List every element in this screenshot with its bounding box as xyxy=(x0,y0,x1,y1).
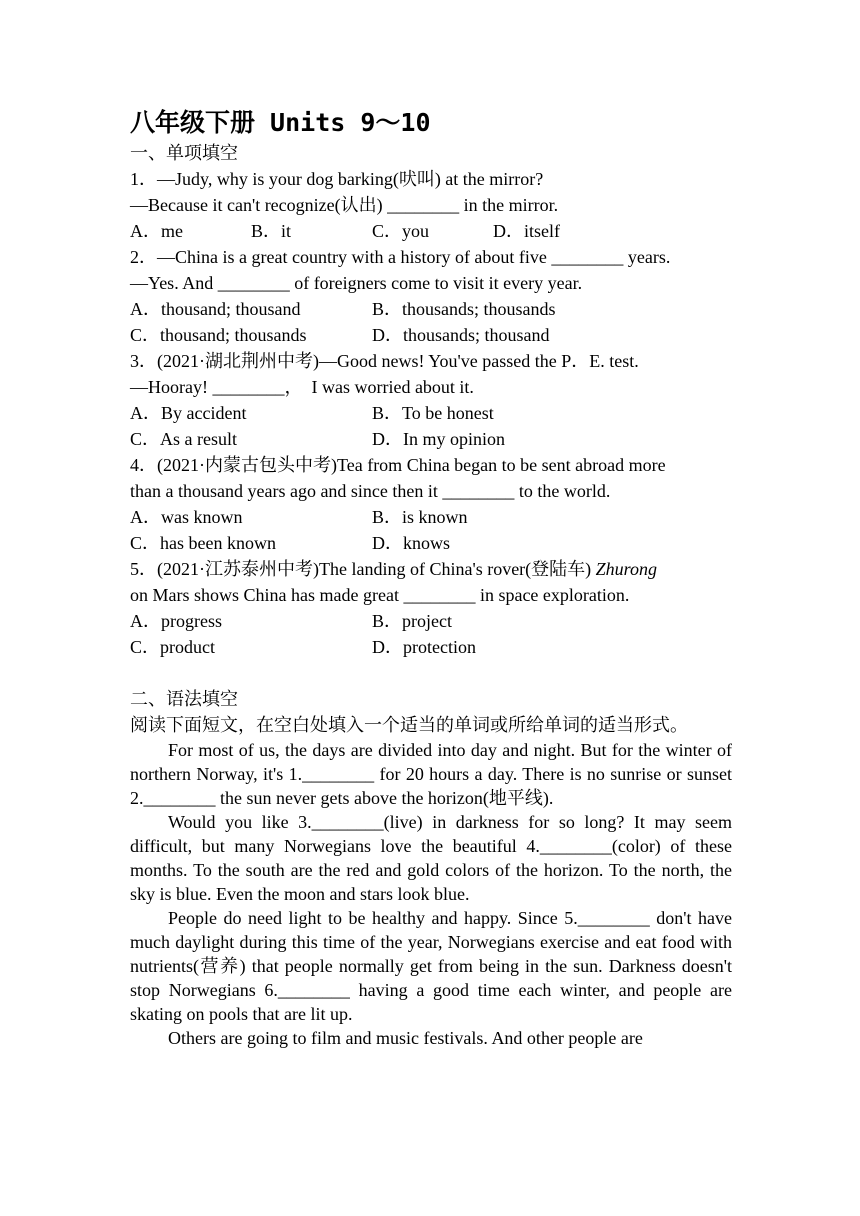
document-content xyxy=(130,106,732,1050)
question-5-stem-a xyxy=(130,556,732,582)
question-3-option-c[interactable]: C．As a result xyxy=(130,429,237,449)
question-5-options-row-2 xyxy=(130,634,732,660)
passage-paragraph-3: People do need light to be healthy and happy. Since 5.________ don't have much daylight during this time of the year, Norwegians exercise and eat food with nutrients(营养) that people normally get from being in the sun. Darkness doesn't stop Norwegians 6.________ having a good time each winter, and people are skating on pools that are lit up. xyxy=(130,908,732,1024)
question-2-option-d[interactable]: D．thousands; thousand xyxy=(372,325,550,345)
question-5-option-a[interactable]: A．progress xyxy=(130,611,222,631)
question-2-options-row-2 xyxy=(130,322,732,348)
question-2-stem-a: 2．—China is a great country with a history of about five ________ years. xyxy=(130,247,671,267)
question-3-options-row-2 xyxy=(130,426,732,452)
question-2-options-row-1 xyxy=(130,296,732,322)
question-5-stem-b: on Mars shows China has made great ________ in space exploration. xyxy=(130,585,630,605)
section-2-instruction: 阅读下面短文，在空白处填入一个适当的单词或所给单词的适当形式。 xyxy=(130,715,688,735)
question-5-option-d[interactable]: D．protection xyxy=(372,637,476,657)
question-3-option-d[interactable]: D．In my opinion xyxy=(372,429,505,449)
question-3 xyxy=(130,348,732,452)
question-1-options xyxy=(130,218,732,244)
question-1-stem-a: 1．—Judy, why is your dog barking(吠叫) at the mirror? xyxy=(130,169,544,189)
question-5-stem-a-text: 5．(2021·江苏泰州中考)The landing of China's rover(登陆车) xyxy=(130,559,596,579)
question-2-option-b[interactable]: B．thousands; thousands xyxy=(372,299,556,319)
passage-paragraph-2: Would you like 3.________(live) in darkness for so long? It may seem difficult, but many Norwegians love the beautiful 4.________(color) of these months. To the south are the red and gold colors of the horizon. To the north, the sky is blue. Even the moon and stars look blue. xyxy=(130,812,732,904)
question-1-option-b[interactable]: B．it xyxy=(251,221,292,241)
question-2-option-c[interactable]: C．thousand; thousands xyxy=(130,325,307,345)
question-3-option-b[interactable]: B．To be honest xyxy=(372,403,494,423)
question-4-option-d[interactable]: D．knows xyxy=(372,533,451,553)
question-4-stem-b: than a thousand years ago and since then it ________ to the world. xyxy=(130,481,611,501)
question-5-options-row-1 xyxy=(130,608,732,634)
question-1-option-c[interactable]: C．you xyxy=(372,221,430,241)
passage-paragraph-4: Others are going to film and music festivals. And other people are xyxy=(168,1028,643,1048)
section-spacer xyxy=(130,660,732,686)
question-2-stem-b: —Yes. And ________ of foreigners come to visit it every year. xyxy=(130,273,583,293)
question-4-stem-a: 4．(2021·内蒙古包头中考)Tea from China began to be sent abroad more xyxy=(130,455,666,475)
section-heading-single-choice: 一、单项填空 xyxy=(130,143,238,163)
question-1-stem-b: —Because it can't recognize(认出) ________ in the mirror. xyxy=(130,195,559,215)
question-1 xyxy=(130,166,732,244)
question-4-options-row-1 xyxy=(130,504,732,530)
question-3-stem-b: —Hooray! ________， I was worried about it. xyxy=(130,377,474,397)
question-3-options-row-1 xyxy=(130,400,732,426)
question-3-stem-a: 3．(2021·湖北荆州中考)—Good news! You've passed the P．E. test. xyxy=(130,351,639,371)
question-4-option-a[interactable]: A．was known xyxy=(130,507,243,527)
question-5-option-c[interactable]: C．product xyxy=(130,637,215,657)
question-3-option-a[interactable]: A．By accident xyxy=(130,403,247,423)
question-1-option-a[interactable]: A．me xyxy=(130,221,183,241)
question-4-option-c[interactable]: C．has been known xyxy=(130,533,276,553)
question-1-option-d[interactable]: D．itself xyxy=(493,221,560,241)
question-5-option-b[interactable]: B．project xyxy=(372,611,452,631)
question-4 xyxy=(130,452,732,556)
question-2-option-a[interactable]: A．thousand; thousand xyxy=(130,299,301,319)
page-title: 八年级下册 Units 9～10 xyxy=(130,108,431,137)
question-4-options-row-2 xyxy=(130,530,732,556)
section-heading-grammar-fill: 二、语法填空 xyxy=(130,689,238,709)
question-5 xyxy=(130,556,732,660)
question-4-option-b[interactable]: B．is known xyxy=(372,507,468,527)
question-2 xyxy=(130,244,732,348)
passage-paragraph-1: For most of us, the days are divided into day and night. But for the winter of northern Norway, it's 1.________ for 20 hours a day. There is no sunrise or sunset 2.________ the sun never gets above the horizon(地平线). xyxy=(130,740,732,808)
question-5-rover-name: Zhurong xyxy=(595,559,658,579)
